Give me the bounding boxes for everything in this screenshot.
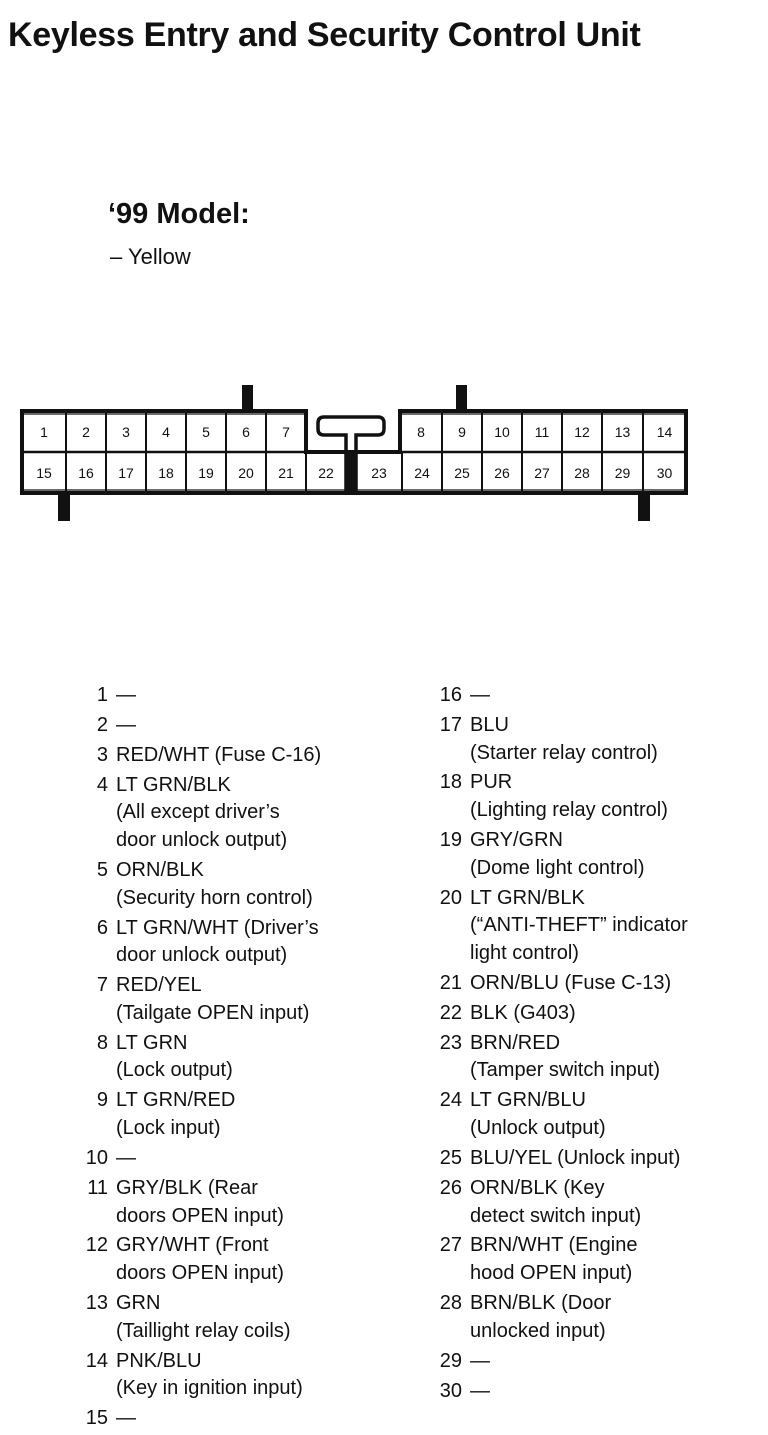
connector-pin-label-21: 21 xyxy=(278,465,294,482)
pin-number: 15 xyxy=(85,1407,108,1430)
pin-description xyxy=(116,1348,418,1403)
pin-description-line: (Taillight relay coils) xyxy=(116,1319,291,1342)
pin-description xyxy=(470,1087,762,1142)
connector-pin-label-20: 20 xyxy=(238,465,254,482)
pin-description xyxy=(116,1145,418,1173)
pin-description-line: GRY/GRN xyxy=(470,829,563,852)
pin-description-line: (“ANTI-THEFT” indicator xyxy=(470,914,688,937)
pin-entry-19 xyxy=(432,827,762,882)
pin-description-line: light control) xyxy=(470,942,579,965)
pin-description-line: (Tamper switch input) xyxy=(470,1059,661,1082)
pin-description-line: PNK/BLU xyxy=(116,1349,202,1372)
pin-entry-7 xyxy=(78,972,418,1027)
connector-pin-label-19: 19 xyxy=(198,465,214,482)
pin-entry-22 xyxy=(432,1000,762,1028)
pin-list-left xyxy=(78,682,418,1435)
connector-pin-label-6: 6 xyxy=(242,424,250,441)
pin-description-line: BLK (G403) xyxy=(470,1001,576,1024)
pin-entry-24 xyxy=(432,1087,762,1142)
mounting-tab xyxy=(456,385,467,411)
pin-description-line: PUR xyxy=(470,771,513,794)
pin-description-line: BRN/BLK (Door xyxy=(470,1292,612,1315)
connector-pin-label-24: 24 xyxy=(414,465,430,482)
pin-description-line: BRN/WHT (Engine xyxy=(470,1234,638,1257)
pin-description-line: RED/YEL xyxy=(116,974,202,997)
pin-number: 30 xyxy=(439,1379,462,1402)
connector-pin-label-14: 14 xyxy=(656,424,673,441)
pin-entry-3 xyxy=(78,742,418,770)
pin-entry-21 xyxy=(432,970,762,998)
pin-entry-25 xyxy=(432,1145,762,1173)
pin-description-line: LT GRN/RED xyxy=(116,1089,236,1112)
pin-description-line: — xyxy=(470,1349,490,1372)
pin-entry-10 xyxy=(78,1145,418,1173)
pin-description-line: — xyxy=(116,1146,136,1169)
pin-entry-9 xyxy=(78,1087,418,1142)
pin-description-line: (Unlock output) xyxy=(470,1117,606,1140)
pin-number: 7 xyxy=(96,974,108,997)
pin-description-line: detect switch input) xyxy=(470,1204,642,1227)
pin-description xyxy=(470,1378,762,1406)
pin-number: 1 xyxy=(96,684,108,706)
pin-description-line: LT GRN/BLK xyxy=(470,886,585,909)
pin-description-line: GRN xyxy=(116,1292,161,1315)
connector-pin-label-22: 22 xyxy=(318,465,334,482)
pin-description-line: (Dome light control) xyxy=(470,856,645,879)
pin-number: 22 xyxy=(439,1001,462,1024)
pin-entry-23 xyxy=(432,1030,762,1085)
pin-entry-30 xyxy=(432,1378,762,1406)
pin-number: 25 xyxy=(439,1146,462,1169)
pin-description-line: unlocked input) xyxy=(470,1319,606,1342)
pin-number: 20 xyxy=(439,886,462,909)
pin-number: 12 xyxy=(85,1234,108,1257)
pin-entry-28 xyxy=(432,1290,762,1345)
pin-description-line: (Lighting relay control) xyxy=(470,799,668,822)
connector-pin-label-12: 12 xyxy=(574,424,590,441)
pin-description xyxy=(470,682,762,710)
connector-pin-label-9: 9 xyxy=(458,424,466,441)
connector-diagram xyxy=(0,375,768,535)
pin-description xyxy=(116,1290,418,1345)
connector-pin-label-4: 4 xyxy=(162,424,170,441)
pin-description-line: BLU/YEL (Unlock input) xyxy=(470,1146,681,1169)
pin-number: 14 xyxy=(85,1349,108,1372)
connector-pin-label-3: 3 xyxy=(122,424,130,441)
mounting-tab xyxy=(638,493,650,521)
pin-number: 17 xyxy=(439,713,462,736)
connector-pin-label-27: 27 xyxy=(534,465,550,482)
connector-svg xyxy=(0,375,768,535)
pin-description xyxy=(470,1145,762,1173)
pin-entry-27 xyxy=(432,1232,762,1287)
pin-number: 11 xyxy=(87,1176,108,1199)
pin-description-line: (Key in ignition input) xyxy=(116,1377,303,1400)
pin-entry-20 xyxy=(432,885,762,968)
mounting-tab xyxy=(242,385,253,411)
pin-description xyxy=(470,827,762,882)
pin-description xyxy=(116,772,418,855)
pin-number: 8 xyxy=(96,1031,108,1054)
pin-description-line: door unlock output) xyxy=(116,944,288,967)
pin-description-line: door unlock output) xyxy=(116,829,288,852)
pin-description-line: GRY/WHT (Front xyxy=(116,1234,269,1257)
connector-pin-label-5: 5 xyxy=(202,424,210,441)
pin-description xyxy=(116,1030,418,1085)
pin-description xyxy=(470,1348,762,1376)
pin-description-line: (Tailgate OPEN input) xyxy=(116,1001,310,1024)
pin-description-line: RED/WHT (Fuse C-16) xyxy=(116,743,322,766)
pin-entry-18 xyxy=(432,769,762,824)
pin-entry-14 xyxy=(78,1348,418,1403)
pin-description xyxy=(116,712,418,740)
pin-entry-26 xyxy=(432,1175,762,1230)
pin-number: 10 xyxy=(85,1146,108,1169)
pin-description-line: ORN/BLK xyxy=(116,858,204,881)
pin-number: 23 xyxy=(439,1031,462,1054)
pin-description xyxy=(470,1232,762,1287)
pin-description xyxy=(116,742,418,770)
connector-pin-label-18: 18 xyxy=(158,465,174,482)
pin-description-line: LT GRN xyxy=(116,1031,188,1054)
pin-description-line: doors OPEN input) xyxy=(116,1204,284,1227)
pin-number: 24 xyxy=(439,1089,462,1112)
pin-entry-1 xyxy=(78,682,418,710)
connector-pin-label-7: 7 xyxy=(282,424,290,441)
pin-description-line: BLU xyxy=(470,713,509,736)
connector-pin-label-17: 17 xyxy=(118,465,134,482)
connector-pin-label-1: 1 xyxy=(40,424,48,441)
pin-description-line: — xyxy=(116,713,136,736)
model-heading: ‘99 Model: xyxy=(108,198,250,230)
pin-description xyxy=(470,885,762,968)
pin-description-line: — xyxy=(470,1379,490,1402)
pin-entry-2 xyxy=(78,712,418,740)
pin-description-line: hood OPEN input) xyxy=(470,1262,633,1285)
pin-description xyxy=(116,972,418,1027)
connector-pin-label-30: 30 xyxy=(656,465,673,482)
pin-entry-11 xyxy=(78,1175,418,1230)
pin-list-right xyxy=(432,682,762,1407)
connector-pin-label-28: 28 xyxy=(574,465,590,482)
pin-entry-6 xyxy=(78,915,418,970)
pin-number: 29 xyxy=(439,1349,462,1372)
connector-pin-label-29: 29 xyxy=(614,465,631,482)
connector-pin-label-10: 10 xyxy=(494,424,510,441)
pin-description-line: LT GRN/BLK xyxy=(116,773,231,796)
pin-description-line: BRN/RED xyxy=(470,1031,561,1054)
pin-number: 21 xyxy=(439,971,462,994)
pin-number: 13 xyxy=(85,1292,108,1315)
pin-description xyxy=(116,1175,418,1230)
pin-description xyxy=(470,1030,762,1085)
pin-entry-15 xyxy=(78,1405,418,1433)
pin-description-line: doors OPEN input) xyxy=(116,1262,284,1285)
pin-description xyxy=(116,1405,418,1433)
pin-description-line: LT GRN/WHT (Driver’s xyxy=(116,916,319,939)
pin-number: 9 xyxy=(96,1089,108,1112)
connector-pin-label-23: 23 xyxy=(371,465,387,482)
pin-entry-8 xyxy=(78,1030,418,1085)
connector-pin-label-13: 13 xyxy=(614,424,631,441)
pin-description xyxy=(470,1290,762,1345)
pin-number: 28 xyxy=(439,1292,462,1315)
pin-number: 16 xyxy=(439,684,462,706)
pin-description-line: (Lock output) xyxy=(116,1059,233,1082)
connector-pin-label-25: 25 xyxy=(454,465,470,482)
pin-entry-29 xyxy=(432,1348,762,1376)
connector-pin-label-11: 11 xyxy=(534,424,550,441)
connector-pin-label-2: 2 xyxy=(82,424,90,441)
mounting-tab xyxy=(58,493,70,521)
pin-entry-5 xyxy=(78,857,418,912)
pin-number: 2 xyxy=(96,713,108,736)
pin-description-line: ORN/BLK (Key xyxy=(470,1176,605,1199)
pin-description xyxy=(470,769,762,824)
pin-number: 27 xyxy=(439,1234,462,1257)
pin-description-line: (Lock input) xyxy=(116,1117,221,1140)
pin-entry-4 xyxy=(78,772,418,855)
locking-key-stem xyxy=(346,452,356,493)
pin-description-line: — xyxy=(116,1407,136,1430)
pin-description-line: LT GRN/BLU xyxy=(470,1089,586,1112)
pin-number: 4 xyxy=(96,773,108,796)
pin-description xyxy=(116,1087,418,1142)
pin-description xyxy=(116,1232,418,1287)
pin-number: 3 xyxy=(96,743,108,766)
pin-entry-13 xyxy=(78,1290,418,1345)
pin-description xyxy=(470,712,762,767)
connector-color-label: – Yellow xyxy=(110,244,191,269)
pin-description-line: — xyxy=(470,684,490,706)
connector-pin-label-8: 8 xyxy=(417,424,425,441)
pin-entry-16 xyxy=(432,682,762,710)
pin-number: 6 xyxy=(96,916,108,939)
pin-number: 26 xyxy=(439,1176,462,1199)
pin-number: 18 xyxy=(439,771,462,794)
pin-description xyxy=(116,915,418,970)
pin-description xyxy=(470,1175,762,1230)
pin-description xyxy=(116,682,418,710)
pin-description-line: GRY/BLK (Rear xyxy=(116,1176,258,1199)
connector-pin-label-26: 26 xyxy=(494,465,510,482)
page-title: Keyless Entry and Security Control Unit xyxy=(8,16,641,54)
pin-description-line: (Security horn control) xyxy=(116,886,313,909)
connector-pin-label-16: 16 xyxy=(78,465,94,482)
pin-number: 5 xyxy=(96,858,108,881)
connector-pin-label-15: 15 xyxy=(36,465,52,482)
pin-description-line: (Starter relay control) xyxy=(470,741,658,764)
pin-entry-12 xyxy=(78,1232,418,1287)
pin-entry-17 xyxy=(432,712,762,767)
pin-description xyxy=(470,970,762,998)
pin-number: 19 xyxy=(439,829,462,852)
pin-description xyxy=(116,857,418,912)
pin-description xyxy=(470,1000,762,1028)
pin-description-line: — xyxy=(116,684,136,706)
pin-description-line: (All except driver’s xyxy=(116,801,280,824)
pin-description-line: ORN/BLU (Fuse C-13) xyxy=(470,971,672,994)
